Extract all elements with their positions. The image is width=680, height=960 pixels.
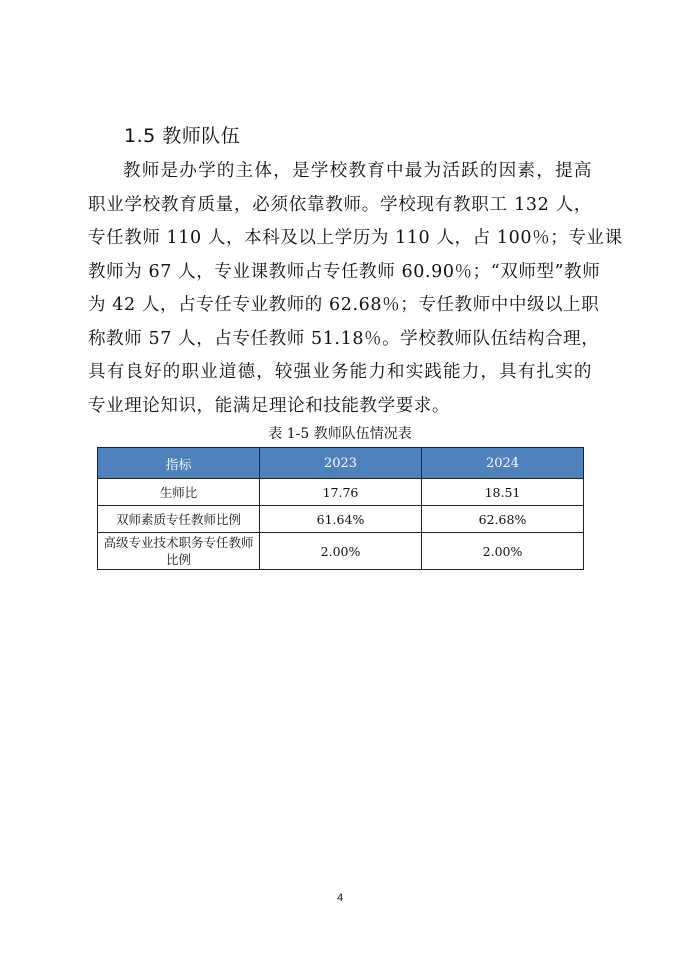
paragraph-line: 教师为 67 人，专业课教师占专任教师 60.90％；“双师型”教师 [88,261,601,282]
table-cell: 2.00% [422,533,584,570]
table-cell: 18.51 [422,479,584,506]
table-cell: 生师比 [98,479,260,506]
table-cell: 61.64% [260,506,422,533]
table-cell: 双师素质专任教师比例 [98,506,260,533]
table-cell: 2.00% [260,533,422,570]
table-caption: 表 1-5 教师队伍情况表 [268,426,412,442]
paragraph-line: 职业学校教育质量，必须依靠教师。学校现有教职工 132 人， [88,194,592,215]
paragraph-line: 教师是办学的主体，是学校教育中最为活跃的因素，提高 [123,161,592,181]
table-row [98,506,584,533]
section-heading: 1.5 教师队伍 [124,125,241,147]
table-header-cell: 2024 [422,448,584,479]
page-number: 4 [336,892,344,904]
table-header-cell: 2023 [260,448,422,479]
table-cell: 62.68% [422,506,584,533]
table-header-cell: 指标 [98,448,260,479]
paragraph-line: 专任教师 110 人，本科及以上学历为 110 人，占 100％；专业课 [88,228,623,248]
table-cell: 高级专业技术职务专任教师比例 [98,533,260,570]
table-row [98,533,584,570]
paragraph-line: 称教师 57 人，占专任教师 51.18％。学校教师队伍结构合理， [88,328,600,349]
table-header-row [98,448,584,479]
body-paragraph [88,155,623,423]
table-cell: 17.76 [260,479,422,506]
paragraph-line: 专业理论知识，能满足理论和技能教学要求。 [88,395,450,416]
paragraph-line: 具有良好的职业道德，较强业务能力和实践能力，具有扎实的 [88,362,592,382]
paragraph-line: 为 42 人，占专任专业教师的 62.68％；专任教师中中级以上职 [88,295,600,315]
teacher-stats-table [97,447,584,570]
table-row [98,479,584,506]
